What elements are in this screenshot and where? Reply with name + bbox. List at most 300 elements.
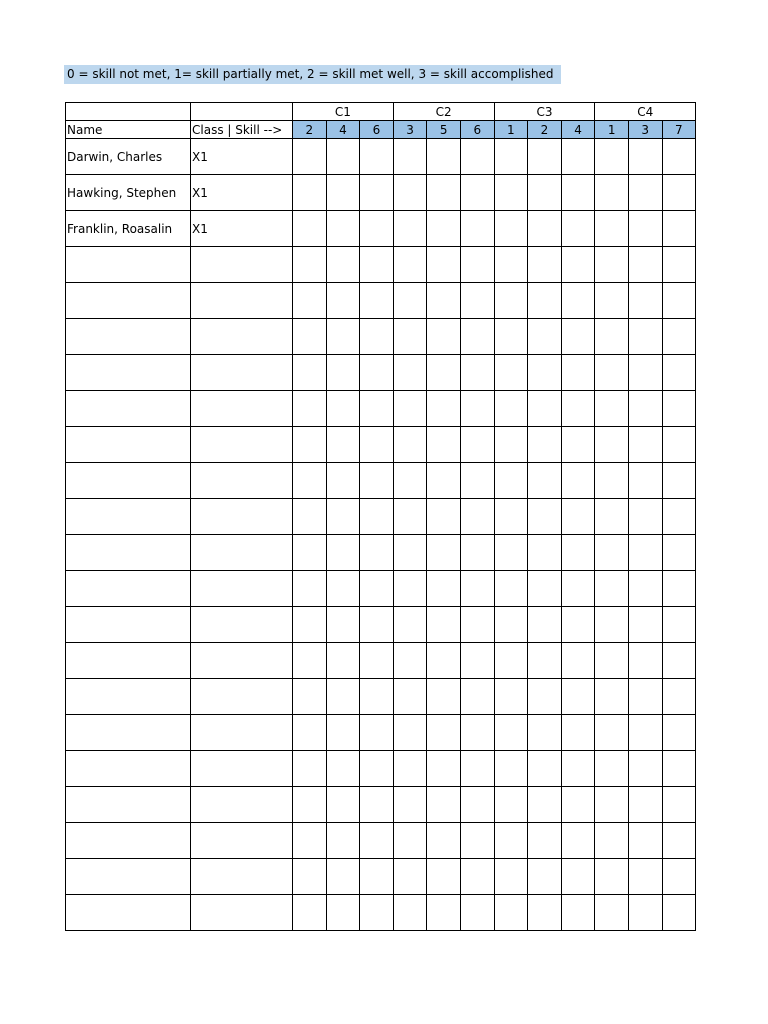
skill-score-cell[interactable]: [326, 283, 360, 319]
skill-score-cell[interactable]: [662, 175, 696, 211]
skill-score-cell[interactable]: [628, 175, 662, 211]
skill-score-cell[interactable]: [326, 499, 360, 535]
skill-score-cell[interactable]: [595, 787, 629, 823]
skill-score-cell[interactable]: [494, 355, 528, 391]
skill-score-cell[interactable]: [561, 535, 595, 571]
skill-score-cell[interactable]: [628, 499, 662, 535]
skill-score-cell[interactable]: [494, 859, 528, 895]
skill-score-cell[interactable]: [528, 427, 562, 463]
student-name-cell[interactable]: [66, 859, 191, 895]
skill-score-cell[interactable]: [595, 391, 629, 427]
skill-score-cell[interactable]: [595, 751, 629, 787]
skill-score-cell[interactable]: [460, 427, 494, 463]
skill-score-cell[interactable]: [561, 859, 595, 895]
class-cell[interactable]: X1: [191, 175, 293, 211]
skill-score-cell[interactable]: [393, 715, 427, 751]
skill-score-cell[interactable]: [326, 535, 360, 571]
class-cell[interactable]: [191, 535, 293, 571]
skill-score-cell[interactable]: [595, 211, 629, 247]
skill-score-cell[interactable]: [528, 607, 562, 643]
skill-score-cell[interactable]: [293, 391, 327, 427]
student-name-cell[interactable]: [66, 787, 191, 823]
skill-score-cell[interactable]: [628, 463, 662, 499]
skill-score-cell[interactable]: [293, 571, 327, 607]
skill-score-cell[interactable]: [427, 319, 461, 355]
skill-score-cell[interactable]: [460, 139, 494, 175]
skill-score-cell[interactable]: [628, 391, 662, 427]
skill-score-cell[interactable]: [460, 679, 494, 715]
skill-score-cell[interactable]: [293, 427, 327, 463]
class-cell[interactable]: [191, 499, 293, 535]
skill-score-cell[interactable]: [662, 643, 696, 679]
skill-score-cell[interactable]: [393, 607, 427, 643]
skill-score-cell[interactable]: [595, 427, 629, 463]
skill-score-cell[interactable]: [326, 643, 360, 679]
skill-score-cell[interactable]: [528, 751, 562, 787]
skill-score-cell[interactable]: [561, 175, 595, 211]
skill-score-cell[interactable]: [628, 787, 662, 823]
skill-score-cell[interactable]: [293, 211, 327, 247]
skill-score-cell[interactable]: [561, 571, 595, 607]
skill-score-cell[interactable]: [393, 427, 427, 463]
skill-score-cell[interactable]: [595, 175, 629, 211]
skill-score-cell[interactable]: [528, 571, 562, 607]
skill-score-cell[interactable]: [628, 715, 662, 751]
student-name-cell[interactable]: [66, 463, 191, 499]
skill-score-cell[interactable]: [561, 607, 595, 643]
skill-score-cell[interactable]: [528, 139, 562, 175]
skill-score-cell[interactable]: [360, 211, 394, 247]
skill-score-cell[interactable]: [561, 823, 595, 859]
skill-score-cell[interactable]: [293, 859, 327, 895]
skill-score-cell[interactable]: [494, 679, 528, 715]
skill-score-cell[interactable]: [460, 607, 494, 643]
skill-score-cell[interactable]: [360, 751, 394, 787]
skill-score-cell[interactable]: [326, 247, 360, 283]
class-cell[interactable]: [191, 607, 293, 643]
skill-score-cell[interactable]: [494, 499, 528, 535]
skill-score-cell[interactable]: [360, 391, 394, 427]
skill-score-cell[interactable]: [628, 211, 662, 247]
student-name-cell[interactable]: Darwin, Charles: [66, 139, 191, 175]
skill-score-cell[interactable]: [628, 319, 662, 355]
skill-score-cell[interactable]: [662, 571, 696, 607]
skill-score-cell[interactable]: [326, 679, 360, 715]
skill-score-cell[interactable]: [595, 823, 629, 859]
student-name-cell[interactable]: [66, 427, 191, 463]
skill-score-cell[interactable]: [460, 175, 494, 211]
skill-score-cell[interactable]: [427, 139, 461, 175]
skill-score-cell[interactable]: [662, 211, 696, 247]
skill-score-cell[interactable]: [393, 859, 427, 895]
skill-score-cell[interactable]: [393, 139, 427, 175]
class-cell[interactable]: [191, 643, 293, 679]
skill-score-cell[interactable]: [528, 823, 562, 859]
skill-score-cell[interactable]: [393, 499, 427, 535]
skill-score-cell[interactable]: [427, 283, 461, 319]
skill-score-cell[interactable]: [460, 319, 494, 355]
skill-score-cell[interactable]: [595, 643, 629, 679]
skill-score-cell[interactable]: [460, 787, 494, 823]
skill-score-cell[interactable]: [427, 211, 461, 247]
class-cell[interactable]: [191, 247, 293, 283]
skill-score-cell[interactable]: [494, 607, 528, 643]
student-name-cell[interactable]: [66, 355, 191, 391]
skill-score-cell[interactable]: [393, 175, 427, 211]
skill-score-cell[interactable]: [628, 283, 662, 319]
skill-score-cell[interactable]: [528, 499, 562, 535]
skill-score-cell[interactable]: [494, 427, 528, 463]
skill-score-cell[interactable]: [595, 319, 629, 355]
skill-score-cell[interactable]: [595, 895, 629, 931]
skill-score-cell[interactable]: [494, 571, 528, 607]
skill-score-cell[interactable]: [662, 139, 696, 175]
skill-score-cell[interactable]: [460, 499, 494, 535]
skill-score-cell[interactable]: [393, 895, 427, 931]
skill-score-cell[interactable]: [561, 895, 595, 931]
skill-score-cell[interactable]: [494, 283, 528, 319]
skill-score-cell[interactable]: [293, 787, 327, 823]
skill-score-cell[interactable]: [460, 715, 494, 751]
skill-score-cell[interactable]: [561, 715, 595, 751]
skill-score-cell[interactable]: [528, 175, 562, 211]
skill-score-cell[interactable]: [494, 643, 528, 679]
skill-score-cell[interactable]: [628, 679, 662, 715]
skill-score-cell[interactable]: [662, 391, 696, 427]
skill-score-cell[interactable]: [494, 823, 528, 859]
skill-score-cell[interactable]: [528, 283, 562, 319]
skill-score-cell[interactable]: [628, 859, 662, 895]
student-name-cell[interactable]: [66, 895, 191, 931]
skill-score-cell[interactable]: [662, 895, 696, 931]
skill-score-cell[interactable]: [293, 823, 327, 859]
skill-score-cell[interactable]: [628, 427, 662, 463]
skill-score-cell[interactable]: [427, 175, 461, 211]
student-name-cell[interactable]: [66, 391, 191, 427]
class-cell[interactable]: [191, 319, 293, 355]
skill-score-cell[interactable]: [628, 247, 662, 283]
skill-score-cell[interactable]: [494, 715, 528, 751]
skill-score-cell[interactable]: [293, 139, 327, 175]
skill-score-cell[interactable]: [528, 535, 562, 571]
skill-score-cell[interactable]: [293, 715, 327, 751]
skill-score-cell[interactable]: [293, 247, 327, 283]
skill-score-cell[interactable]: [595, 607, 629, 643]
student-name-cell[interactable]: [66, 571, 191, 607]
skill-score-cell[interactable]: [561, 319, 595, 355]
class-cell[interactable]: [191, 895, 293, 931]
skill-score-cell[interactable]: [326, 391, 360, 427]
class-cell[interactable]: [191, 283, 293, 319]
skill-score-cell[interactable]: [494, 139, 528, 175]
skill-score-cell[interactable]: [326, 319, 360, 355]
student-name-cell[interactable]: [66, 823, 191, 859]
skill-score-cell[interactable]: [427, 535, 461, 571]
skill-score-cell[interactable]: [326, 355, 360, 391]
skill-score-cell[interactable]: [628, 751, 662, 787]
skill-score-cell[interactable]: [360, 175, 394, 211]
skill-score-cell[interactable]: [427, 391, 461, 427]
skill-score-cell[interactable]: [595, 535, 629, 571]
skill-score-cell[interactable]: [360, 427, 394, 463]
skill-score-cell[interactable]: [595, 715, 629, 751]
skill-score-cell[interactable]: [662, 715, 696, 751]
class-cell[interactable]: [191, 787, 293, 823]
skill-score-cell[interactable]: [326, 463, 360, 499]
skill-score-cell[interactable]: [460, 751, 494, 787]
skill-score-cell[interactable]: [293, 535, 327, 571]
skill-score-cell[interactable]: [360, 607, 394, 643]
skill-score-cell[interactable]: [662, 499, 696, 535]
skill-score-cell[interactable]: [595, 463, 629, 499]
skill-score-cell[interactable]: [326, 211, 360, 247]
class-cell[interactable]: [191, 751, 293, 787]
skill-score-cell[interactable]: [293, 499, 327, 535]
skill-score-cell[interactable]: [326, 859, 360, 895]
skill-score-cell[interactable]: [662, 319, 696, 355]
skill-score-cell[interactable]: [293, 463, 327, 499]
skill-score-cell[interactable]: [360, 535, 394, 571]
skill-score-cell[interactable]: [528, 391, 562, 427]
skill-score-cell[interactable]: [628, 895, 662, 931]
skill-score-cell[interactable]: [662, 247, 696, 283]
skill-score-cell[interactable]: [494, 319, 528, 355]
skill-score-cell[interactable]: [326, 895, 360, 931]
skill-score-cell[interactable]: [460, 895, 494, 931]
student-name-cell[interactable]: [66, 499, 191, 535]
skill-score-cell[interactable]: [528, 715, 562, 751]
student-name-cell[interactable]: [66, 751, 191, 787]
skill-score-cell[interactable]: [326, 823, 360, 859]
class-cell[interactable]: [191, 859, 293, 895]
skill-score-cell[interactable]: [326, 571, 360, 607]
skill-score-cell[interactable]: [494, 211, 528, 247]
skill-score-cell[interactable]: [595, 247, 629, 283]
student-name-cell[interactable]: Franklin, Roasalin: [66, 211, 191, 247]
skill-score-cell[interactable]: [360, 139, 394, 175]
skill-score-cell[interactable]: [460, 643, 494, 679]
skill-score-cell[interactable]: [460, 355, 494, 391]
student-name-cell[interactable]: [66, 679, 191, 715]
skill-score-cell[interactable]: [662, 283, 696, 319]
skill-score-cell[interactable]: [293, 643, 327, 679]
skill-score-cell[interactable]: [360, 715, 394, 751]
skill-score-cell[interactable]: [628, 355, 662, 391]
skill-score-cell[interactable]: [326, 751, 360, 787]
skill-score-cell[interactable]: [561, 139, 595, 175]
skill-score-cell[interactable]: [528, 463, 562, 499]
skill-score-cell[interactable]: [360, 895, 394, 931]
class-cell[interactable]: [191, 463, 293, 499]
skill-score-cell[interactable]: [460, 823, 494, 859]
skill-score-cell[interactable]: [561, 427, 595, 463]
skill-score-cell[interactable]: [393, 319, 427, 355]
skill-score-cell[interactable]: [561, 247, 595, 283]
student-name-cell[interactable]: [66, 535, 191, 571]
skill-score-cell[interactable]: [326, 139, 360, 175]
skill-score-cell[interactable]: [393, 355, 427, 391]
skill-score-cell[interactable]: [427, 787, 461, 823]
skill-score-cell[interactable]: [494, 751, 528, 787]
skill-score-cell[interactable]: [393, 535, 427, 571]
skill-score-cell[interactable]: [293, 283, 327, 319]
skill-score-cell[interactable]: [662, 463, 696, 499]
skill-score-cell[interactable]: [427, 679, 461, 715]
skill-score-cell[interactable]: [460, 463, 494, 499]
skill-score-cell[interactable]: [427, 571, 461, 607]
skill-score-cell[interactable]: [427, 895, 461, 931]
skill-score-cell[interactable]: [494, 895, 528, 931]
skill-score-cell[interactable]: [494, 175, 528, 211]
skill-score-cell[interactable]: [326, 427, 360, 463]
skill-score-cell[interactable]: [393, 751, 427, 787]
skill-score-cell[interactable]: [628, 571, 662, 607]
skill-score-cell[interactable]: [628, 643, 662, 679]
skill-score-cell[interactable]: [561, 463, 595, 499]
skill-score-cell[interactable]: [427, 715, 461, 751]
skill-score-cell[interactable]: [460, 211, 494, 247]
skill-score-cell[interactable]: [662, 427, 696, 463]
class-cell[interactable]: [191, 715, 293, 751]
skill-score-cell[interactable]: [494, 463, 528, 499]
skill-score-cell[interactable]: [393, 247, 427, 283]
skill-score-cell[interactable]: [360, 247, 394, 283]
skill-score-cell[interactable]: [460, 391, 494, 427]
skill-score-cell[interactable]: [293, 355, 327, 391]
skill-score-cell[interactable]: [662, 751, 696, 787]
skill-score-cell[interactable]: [460, 247, 494, 283]
skill-score-cell[interactable]: [360, 283, 394, 319]
skill-score-cell[interactable]: [326, 607, 360, 643]
skill-score-cell[interactable]: [393, 571, 427, 607]
skill-score-cell[interactable]: [528, 211, 562, 247]
skill-score-cell[interactable]: [561, 211, 595, 247]
skill-score-cell[interactable]: [528, 679, 562, 715]
skill-score-cell[interactable]: [561, 355, 595, 391]
skill-score-cell[interactable]: [427, 355, 461, 391]
skill-score-cell[interactable]: [561, 391, 595, 427]
skill-score-cell[interactable]: [595, 859, 629, 895]
skill-score-cell[interactable]: [494, 247, 528, 283]
skill-score-cell[interactable]: [293, 175, 327, 211]
skill-score-cell[interactable]: [393, 283, 427, 319]
student-name-cell[interactable]: Hawking, Stephen: [66, 175, 191, 211]
class-cell[interactable]: [191, 355, 293, 391]
skill-score-cell[interactable]: [561, 787, 595, 823]
skill-score-cell[interactable]: [628, 535, 662, 571]
skill-score-cell[interactable]: [393, 679, 427, 715]
skill-score-cell[interactable]: [360, 319, 394, 355]
skill-score-cell[interactable]: [393, 463, 427, 499]
skill-score-cell[interactable]: [628, 139, 662, 175]
class-cell[interactable]: X1: [191, 211, 293, 247]
skill-score-cell[interactable]: [427, 247, 461, 283]
skill-score-cell[interactable]: [427, 751, 461, 787]
skill-score-cell[interactable]: [628, 607, 662, 643]
skill-score-cell[interactable]: [662, 607, 696, 643]
skill-score-cell[interactable]: [393, 787, 427, 823]
skill-score-cell[interactable]: [595, 571, 629, 607]
skill-score-cell[interactable]: [393, 211, 427, 247]
skill-score-cell[interactable]: [360, 679, 394, 715]
skill-score-cell[interactable]: [427, 607, 461, 643]
skill-score-cell[interactable]: [494, 391, 528, 427]
skill-score-cell[interactable]: [662, 787, 696, 823]
skill-score-cell[interactable]: [326, 715, 360, 751]
skill-score-cell[interactable]: [360, 571, 394, 607]
student-name-cell[interactable]: [66, 715, 191, 751]
skill-score-cell[interactable]: [561, 751, 595, 787]
student-name-cell[interactable]: [66, 643, 191, 679]
skill-score-cell[interactable]: [561, 679, 595, 715]
class-cell[interactable]: [191, 571, 293, 607]
class-cell[interactable]: X1: [191, 139, 293, 175]
skill-score-cell[interactable]: [595, 679, 629, 715]
class-cell[interactable]: [191, 679, 293, 715]
skill-score-cell[interactable]: [662, 679, 696, 715]
skill-score-cell[interactable]: [427, 643, 461, 679]
skill-score-cell[interactable]: [360, 823, 394, 859]
class-cell[interactable]: [191, 391, 293, 427]
skill-score-cell[interactable]: [662, 535, 696, 571]
skill-score-cell[interactable]: [628, 823, 662, 859]
skill-score-cell[interactable]: [561, 643, 595, 679]
skill-score-cell[interactable]: [460, 571, 494, 607]
skill-score-cell[interactable]: [494, 787, 528, 823]
skill-score-cell[interactable]: [561, 499, 595, 535]
skill-score-cell[interactable]: [293, 895, 327, 931]
skill-score-cell[interactable]: [460, 283, 494, 319]
skill-score-cell[interactable]: [427, 463, 461, 499]
skill-score-cell[interactable]: [662, 823, 696, 859]
skill-score-cell[interactable]: [528, 319, 562, 355]
skill-score-cell[interactable]: [528, 643, 562, 679]
skill-score-cell[interactable]: [460, 535, 494, 571]
skill-score-cell[interactable]: [293, 607, 327, 643]
skill-score-cell[interactable]: [595, 355, 629, 391]
skill-score-cell[interactable]: [393, 643, 427, 679]
skill-score-cell[interactable]: [528, 895, 562, 931]
skill-score-cell[interactable]: [393, 391, 427, 427]
skill-score-cell[interactable]: [360, 499, 394, 535]
skill-score-cell[interactable]: [360, 787, 394, 823]
skill-score-cell[interactable]: [293, 751, 327, 787]
skill-score-cell[interactable]: [595, 499, 629, 535]
skill-score-cell[interactable]: [393, 823, 427, 859]
skill-score-cell[interactable]: [293, 679, 327, 715]
skill-score-cell[interactable]: [427, 823, 461, 859]
skill-score-cell[interactable]: [360, 463, 394, 499]
skill-score-cell[interactable]: [360, 859, 394, 895]
skill-score-cell[interactable]: [427, 499, 461, 535]
student-name-cell[interactable]: [66, 319, 191, 355]
skill-score-cell[interactable]: [360, 643, 394, 679]
student-name-cell[interactable]: [66, 607, 191, 643]
skill-score-cell[interactable]: [528, 859, 562, 895]
student-name-cell[interactable]: [66, 247, 191, 283]
skill-score-cell[interactable]: [427, 859, 461, 895]
skill-score-cell[interactable]: [494, 535, 528, 571]
skill-score-cell[interactable]: [460, 859, 494, 895]
skill-score-cell[interactable]: [427, 427, 461, 463]
class-cell[interactable]: [191, 427, 293, 463]
class-cell[interactable]: [191, 823, 293, 859]
skill-score-cell[interactable]: [662, 859, 696, 895]
skill-score-cell[interactable]: [561, 283, 595, 319]
skill-score-cell[interactable]: [595, 283, 629, 319]
skill-score-cell[interactable]: [326, 175, 360, 211]
skill-score-cell[interactable]: [595, 139, 629, 175]
